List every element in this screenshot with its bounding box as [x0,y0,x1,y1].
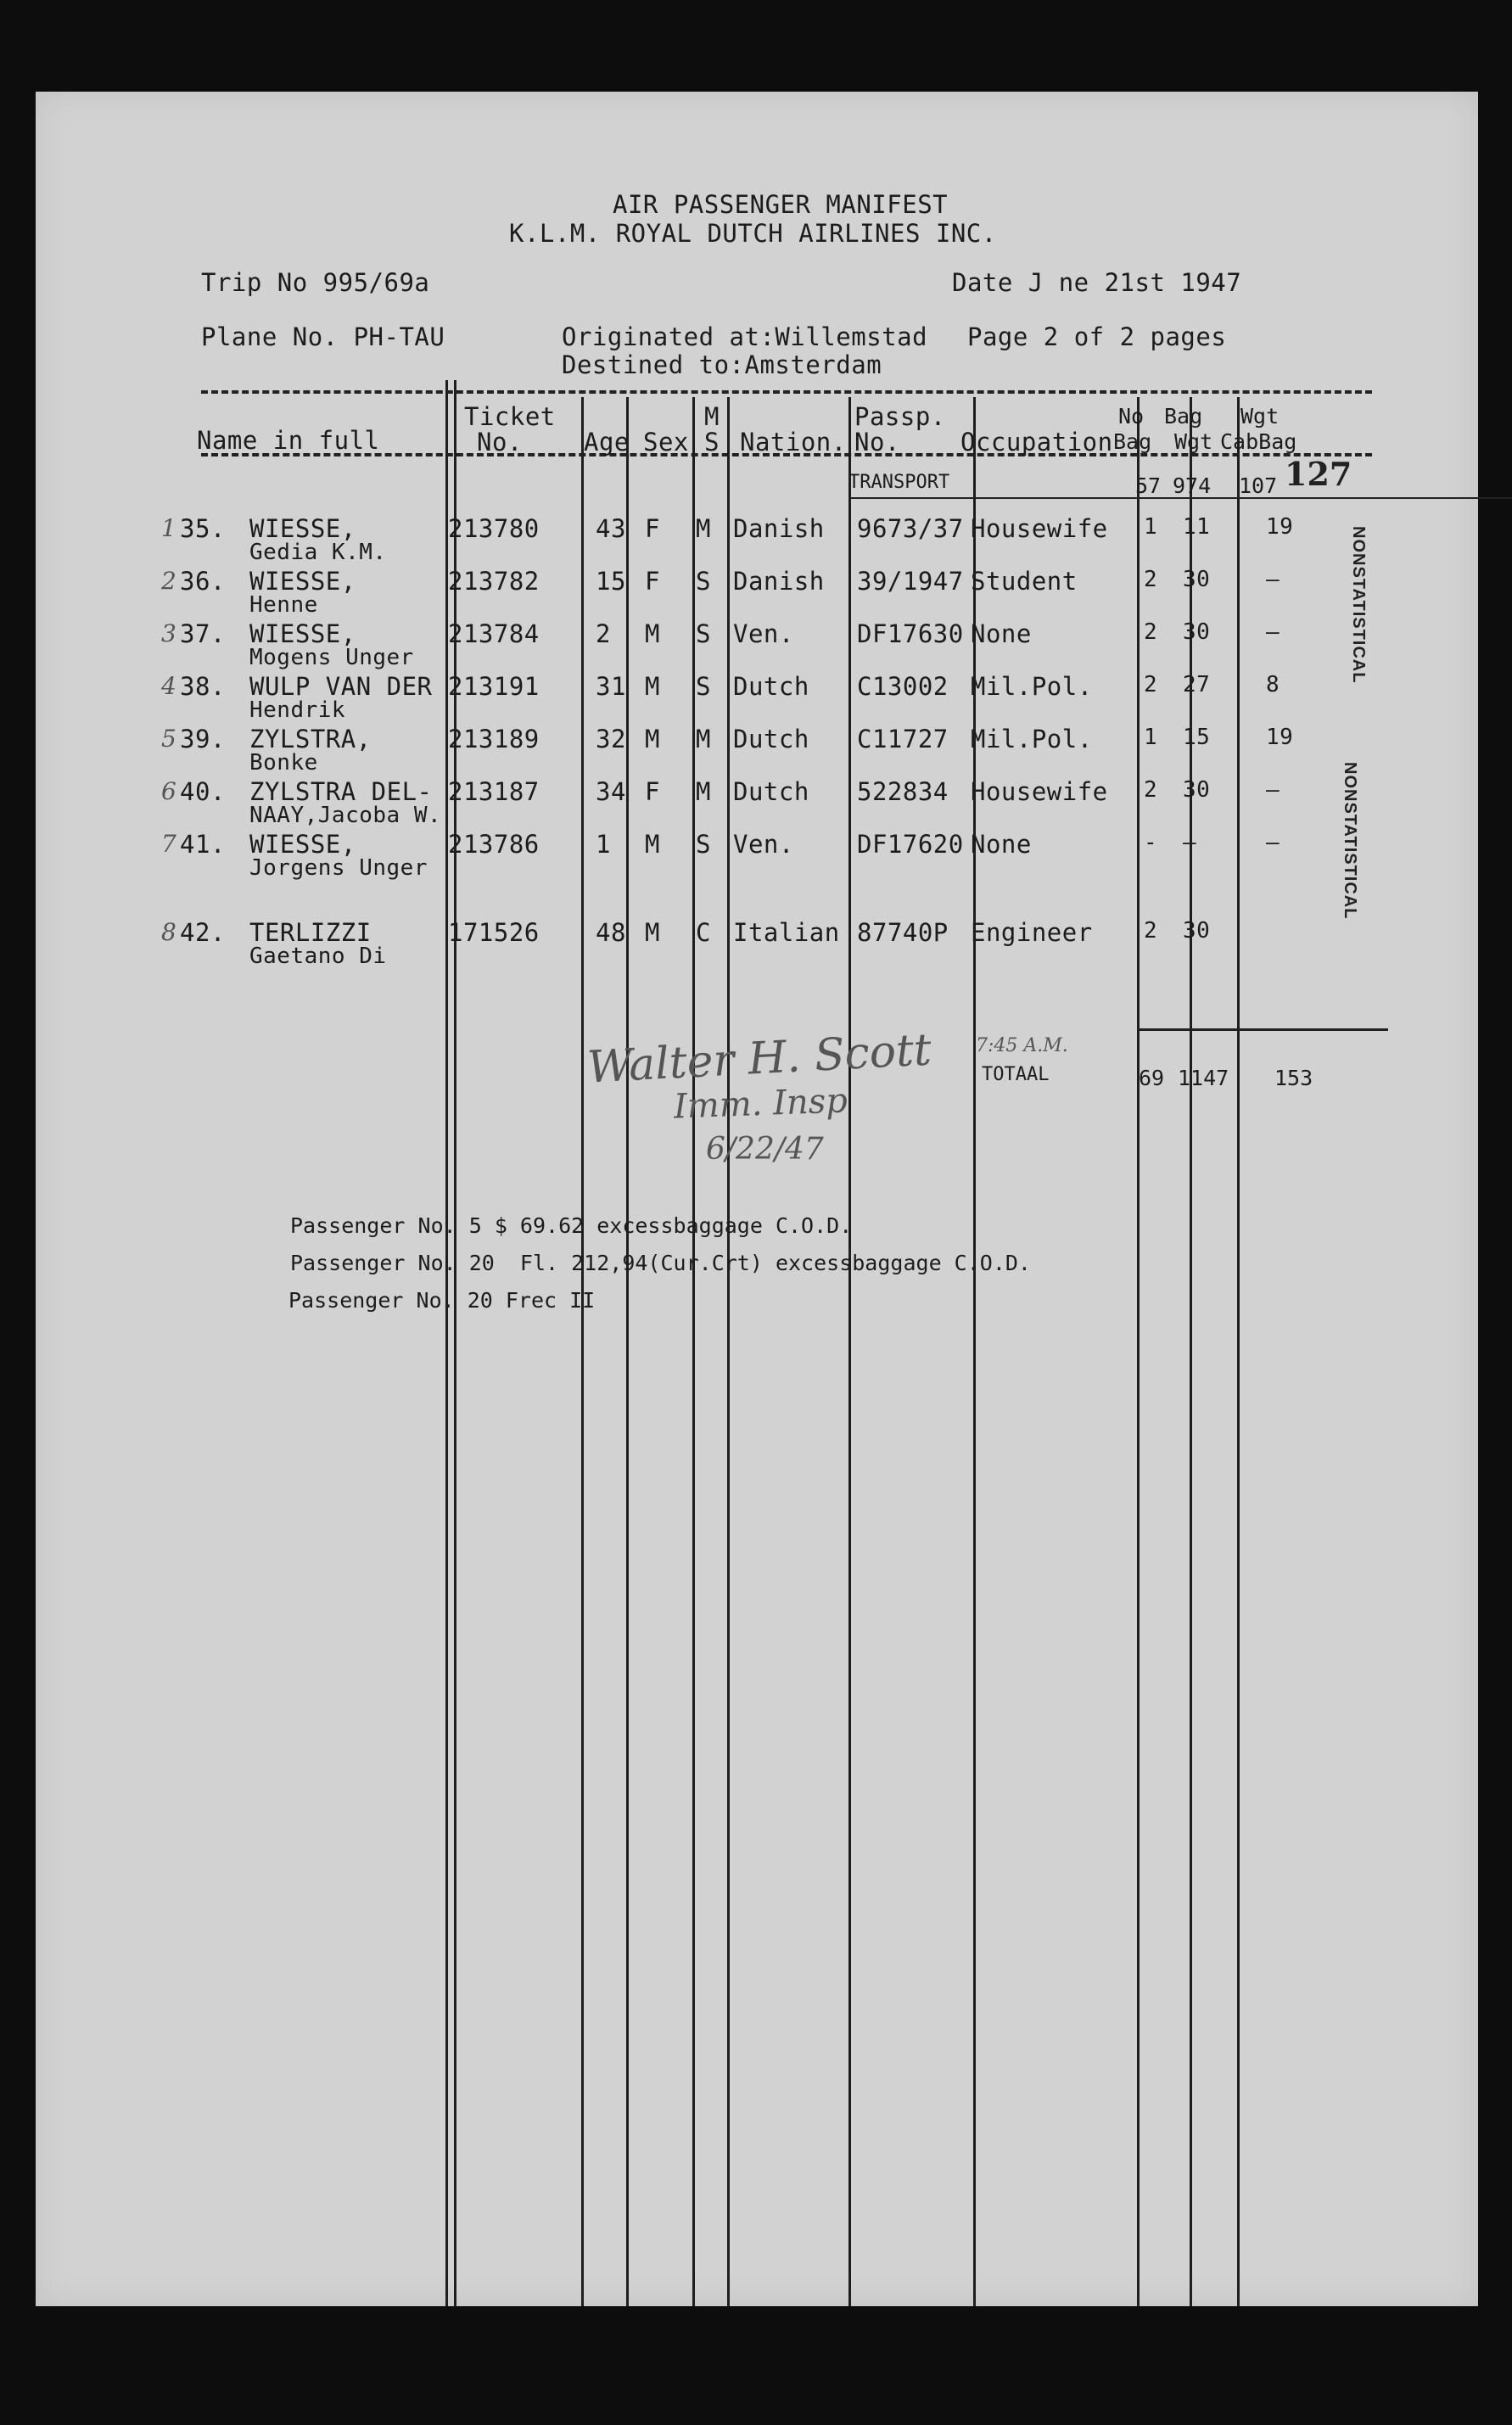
inspector-title: Imm. Insp [673,1081,848,1127]
totals-rule [1137,1028,1388,1031]
bag-count: 2 [1144,567,1158,592]
passenger-surname: WIESSE, [249,514,356,543]
nationality: Dutch [733,777,809,806]
row-tally: 4 [161,672,177,700]
totals-cab: 153 [1274,1066,1313,1090]
bag-weight: — [1183,830,1197,855]
occupation: Housewife [971,514,1108,543]
passenger-sex: M [645,830,660,859]
passport-number: DF17630 [857,619,964,648]
nonstatistical-stamp-2: NONSTATISTICAL [1341,762,1359,920]
col-cab-bag: CabBag [1220,429,1297,454]
company-name: K.L.M. ROYAL DUTCH AIRLINES INC. [509,219,997,248]
column-rule [848,397,851,2306]
row-number: 42. [180,918,226,947]
note-line: Passenger No. 20 Fl. 212,94(Cur.Crt) excessbaggage C.O.D. [290,1251,1031,1275]
col-passport: Passp. [854,402,946,431]
col-bag-wgt-2: Wgt [1174,429,1213,454]
row-tally: 5 [161,725,177,753]
passenger-surname: WULP VAN DER [249,672,433,701]
passenger-age: 2 [596,619,611,648]
bag-weight: 30 [1183,567,1211,592]
passenger-age: 1 [596,830,611,859]
col-sex: Sex [643,428,689,456]
nonstatistical-stamp-1: NONSTATISTICAL [1349,526,1368,684]
passenger-surname: WIESSE, [249,619,356,648]
nationality: Dutch [733,725,809,753]
col-cab-wgt: Wgt [1240,404,1280,428]
ticket-number: 171526 [448,918,540,947]
ticket-number: 213189 [448,725,540,753]
row-tally: 3 [161,619,177,647]
origin: Originated at:Willemstad [562,322,928,351]
passport-number: 39/1947 [857,567,964,596]
row-number: 37. [180,619,226,648]
transport-bags: 57 [1135,473,1162,498]
nationality: Danish [733,514,825,543]
column-rule [692,397,695,2306]
row-number: 41. [180,830,226,859]
bag-count: 2 [1144,619,1158,645]
column-rule [1237,397,1240,2306]
col-marital-s: S [704,428,720,456]
col-marital-m: M [704,402,720,431]
occupation: Housewife [971,777,1108,806]
occupation: Student [971,567,1078,596]
col-occupation: Occupation [960,428,1113,456]
column-rule [1137,397,1140,2306]
col-ticket: Ticket [464,402,556,431]
ticket-number: 213784 [448,619,540,648]
nationality: Danish [733,567,825,596]
transport-bag-wgt: 974 [1173,473,1212,498]
passenger-sex: F [645,567,660,596]
nationality: Italian [733,918,840,947]
passport-number: DF17620 [857,830,964,859]
marital-status: M [696,725,711,753]
marital-status: S [696,619,711,648]
col-bags: No [1118,404,1145,428]
passenger-sex: M [645,918,660,947]
col-bags-2: Bag [1113,429,1152,454]
passenger-sex: M [645,725,660,753]
passenger-sex: M [645,672,660,701]
marital-status: M [696,777,711,806]
bag-count: 2 [1144,672,1158,697]
transport-label: TRANSPORT [848,472,950,493]
totals-bag-wgt: 1147 [1178,1066,1229,1090]
transport-cab-handwritten: 127 [1285,455,1352,493]
passenger-surname: WIESSE, [249,567,356,596]
bag-weight: 15 [1183,725,1211,750]
bag-count: 2 [1144,777,1158,803]
manifest-sheet [36,92,1478,2306]
column-rule [445,380,448,2306]
transport-cab: 107 [1239,473,1278,498]
marital-status: C [696,918,711,947]
bag-weight: 30 [1183,777,1211,803]
col-ticket-no: No. [477,428,523,456]
passenger-age: 15 [596,567,626,596]
bag-weight: 11 [1183,514,1211,540]
marital-status: S [696,672,711,701]
column-rule [581,397,584,2306]
occupation: Mil.Pol. [971,725,1093,753]
row-tally: 7 [161,830,177,858]
passenger-given-name: Bonke [249,750,318,776]
row-tally: 1 [161,514,177,542]
column-rule [626,397,629,2306]
note-line: Passenger No. 5 $ 69.62 excessbaggage C.O.D. [290,1213,853,1238]
bag-count: - [1144,830,1158,855]
row-tally: 6 [161,777,177,805]
marital-status: S [696,830,711,859]
col-bag-wgt: Bag [1164,404,1203,428]
occupation: Mil.Pol. [971,672,1093,701]
manifest-date: Date J ne 21st 1947 [952,268,1242,297]
page-indicator: Page 2 of 2 pages [967,322,1227,351]
note-line: Passenger No. 20 Frec II [288,1288,596,1313]
totals-bags: 69 [1139,1066,1165,1090]
col-age: Age [584,428,630,456]
passenger-age: 34 [596,777,626,806]
row-number: 40. [180,777,226,806]
passenger-given-name: Gaetano Di [249,944,387,969]
row-number: 35. [180,514,226,543]
row-number: 39. [180,725,226,753]
cabin-weight: — [1266,567,1280,592]
column-rule [454,380,456,2306]
passenger-surname: ZYLSTRA DEL- [249,777,433,806]
marital-status: S [696,567,711,596]
passport-number: 9673/37 [857,514,964,543]
passenger-sex: F [645,777,660,806]
cabin-weight: — [1266,777,1280,803]
bag-count: 2 [1144,918,1158,944]
passenger-age: 31 [596,672,626,701]
inspection-time: 7:45 A.M. [976,1035,1068,1056]
destination: Destined to:Amsterdam [562,350,882,379]
totals-label: TOTAAL [982,1064,1050,1085]
passport-number: 87740P [857,918,949,947]
cabin-weight: 8 [1266,672,1280,697]
occupation: Engineer [971,918,1093,947]
plane-number: Plane No. PH-TAU [201,322,445,351]
column-rule [727,397,730,2306]
passenger-age: 32 [596,725,626,753]
nationality: Ven. [733,830,794,859]
bag-weight: 30 [1183,619,1211,645]
passenger-sex: M [645,619,660,648]
passenger-surname: TERLIZZI [249,918,372,947]
passenger-age: 43 [596,514,626,543]
passenger-age: 48 [596,918,626,947]
nationality: Dutch [733,672,809,701]
bag-count: 1 [1144,514,1158,540]
passport-number: C13002 [857,672,949,701]
header-rule-top [201,390,1372,394]
cabin-weight: 19 [1266,725,1294,750]
passenger-given-name: Mogens Unger [249,645,414,670]
cabin-weight: — [1266,830,1280,855]
ticket-number: 213780 [448,514,540,543]
passenger-surname: ZYLSTRA, [249,725,372,753]
marital-status: M [696,514,711,543]
passport-number: C11727 [857,725,949,753]
trip-number: Trip No 995/69a [201,268,430,297]
bag-count: 1 [1144,725,1158,750]
passenger-sex: F [645,514,660,543]
col-nation: Nation. [740,428,847,456]
ticket-number: 213187 [448,777,540,806]
row-number: 38. [180,672,226,701]
row-number: 36. [180,567,226,596]
cabin-weight: 19 [1266,514,1294,540]
passport-number: 522834 [857,777,949,806]
passenger-given-name: Henne [249,592,318,618]
nationality: Ven. [733,619,794,648]
bag-weight: 30 [1183,918,1211,944]
passenger-given-name: Gedia K.M. [249,540,387,565]
manifest-title: AIR PASSENGER MANIFEST [613,190,949,219]
occupation: None [971,830,1032,859]
passenger-given-name: Jorgens Unger [249,855,428,881]
inspector-signature: Walter H. Scott [585,1024,933,1094]
row-tally: 8 [161,918,177,946]
col-passport-no: No. [854,428,900,456]
inspection-date: 6/22/47 [706,1132,824,1167]
cabin-weight: — [1266,619,1280,645]
passenger-given-name: NAAY,Jacoba W. [249,803,442,828]
passenger-given-name: Hendrik [249,697,346,723]
ticket-number: 213191 [448,672,540,701]
occupation: None [971,619,1032,648]
passenger-surname: WIESSE, [249,830,356,859]
bag-weight: 27 [1183,672,1211,697]
col-name: Name in full [197,426,380,455]
ticket-number: 213786 [448,830,540,859]
row-tally: 2 [161,567,177,595]
ticket-number: 213782 [448,567,540,596]
